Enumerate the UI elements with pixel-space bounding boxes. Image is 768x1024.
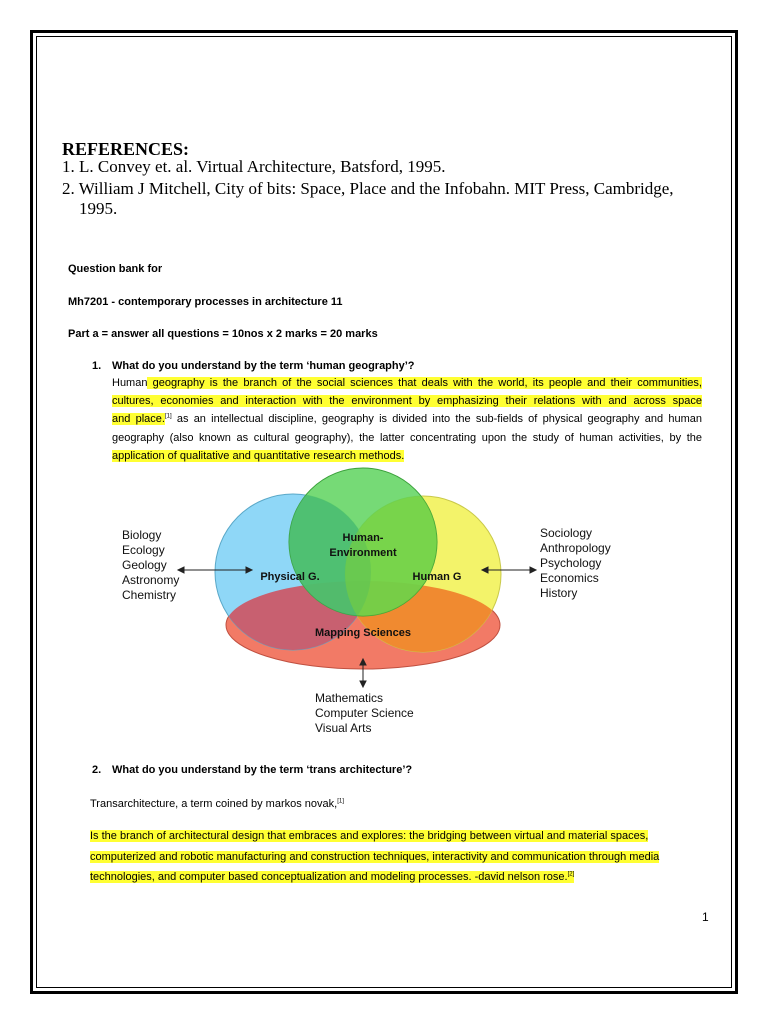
- bottom-arrow: [360, 659, 366, 687]
- right-list-item: Sociology: [540, 526, 593, 540]
- reference-1: 1. L. Convey et. al. Virtual Architecture, Batsford, 1995.: [62, 157, 446, 176]
- q2-question: What do you understand by the term ‘trans architecture’?: [112, 764, 413, 776]
- q1-answer-line-3: and place.[1] as an intellectual discipline, geography is divided into the sub-fields of physical geography and human: [112, 413, 702, 425]
- bottom-list-item: Visual Arts: [315, 721, 372, 735]
- reference-2: 2. William J Mitchell, City of bits: Space, Place and the Infobahn. MIT Press, Cambridge,: [62, 179, 674, 198]
- physical-label: Physical G.: [260, 571, 320, 583]
- course-title: Mh7201 - contemporary processes in architecture 11: [68, 296, 343, 308]
- q2-answer-line-1: Is the branch of architectural design that embraces and explores: the bridging between virtual and material spaces,: [90, 830, 649, 842]
- page-number: 1: [702, 910, 709, 924]
- q1-answer-line-5: application of qualitative and quantitative research methods.: [112, 450, 405, 462]
- q1-question: What do you understand by the term ‘human geography’?: [112, 360, 415, 372]
- left-list-item: Astronomy: [122, 573, 180, 587]
- q2-answer-line-3: technologies, and computer based conceptualization and modeling processes. -david nelson rose.[2]: [90, 871, 575, 883]
- env-label-1: Human-: [342, 532, 384, 544]
- references-title: REFERENCES:: [62, 139, 190, 159]
- right-list-item: Economics: [540, 571, 599, 585]
- part-a-instructions: Part a = answer all questions = 10nos x 2 marks = 20 marks: [68, 328, 378, 340]
- q1-answer-line-2: cultures, economies and interaction with the environment by emphasizing their relations with and across space: [112, 395, 702, 407]
- q1-answer-line-4: geography (also known as cultural geography), the latter concentrating upon the study of human activities, by the: [112, 432, 702, 444]
- q1-answer-line-1: Human geography is the branch of the social sciences that deals with the world, its people and their communities,: [112, 377, 702, 389]
- bottom-list-item: Computer Science: [315, 706, 414, 720]
- bottom-list-item: Mathematics: [315, 691, 384, 705]
- q2-answer-line-2: computerized and robotic manufacturing and construction techniques, interactivity and communication through media: [90, 851, 660, 863]
- left-list-item: Biology: [122, 528, 162, 542]
- q2-intro: Transarchitecture, a term coined by markos novak,[1]: [90, 798, 344, 810]
- left-list-item: Chemistry: [122, 588, 177, 602]
- question-bank-label: Question bank for: [68, 263, 163, 275]
- reference-2-continued: 1995.: [79, 199, 118, 218]
- left-list-item: Ecology: [122, 543, 165, 557]
- env-label-2: Environment: [329, 547, 397, 559]
- q2-number: 2.: [92, 764, 102, 776]
- right-list-item: Anthropology: [540, 541, 611, 555]
- right-list-item: Psychology: [540, 556, 602, 570]
- q1-number: 1.: [92, 360, 102, 372]
- human-label: Human G: [412, 571, 462, 583]
- mapping-label: Mapping Sciences: [315, 627, 411, 639]
- left-list-item: Geology: [122, 558, 167, 572]
- right-list-item: History: [540, 586, 578, 600]
- geography-venn-diagram: [100, 462, 660, 742]
